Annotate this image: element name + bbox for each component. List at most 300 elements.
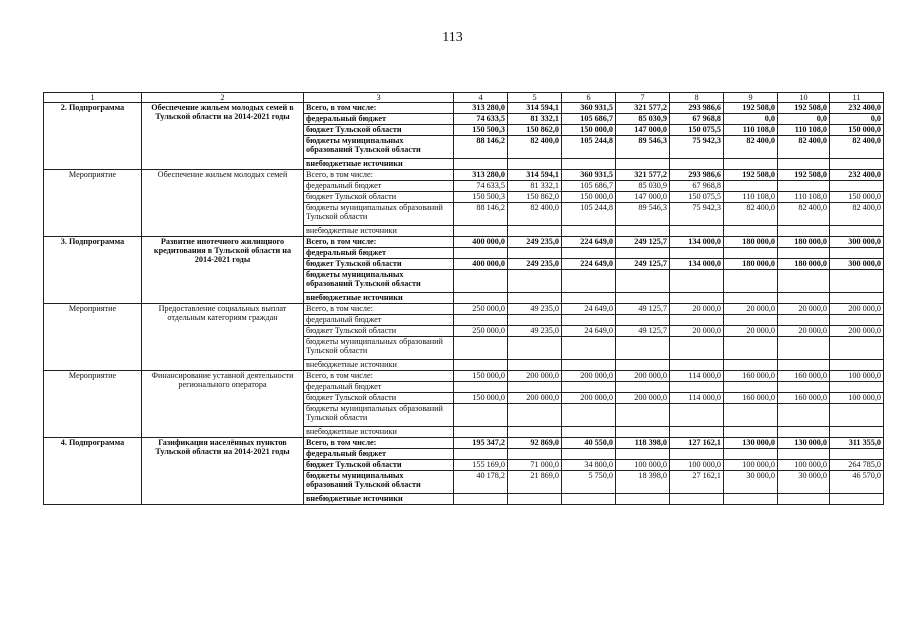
amount-cell bbox=[616, 293, 670, 304]
amount-cell: 160 000,0 bbox=[778, 371, 830, 382]
table-row bbox=[44, 371, 884, 382]
amount-cell bbox=[830, 427, 884, 438]
amount-cell: 150 075,5 bbox=[670, 125, 724, 136]
funding-source: внебюджетные источники bbox=[304, 360, 454, 371]
amount-cell: 24 649,0 bbox=[562, 326, 616, 337]
amount-cell bbox=[670, 360, 724, 371]
amount-cell bbox=[670, 315, 724, 326]
amount-cell: 92 869,0 bbox=[508, 438, 562, 449]
amount-cell: 264 785,0 bbox=[830, 460, 884, 471]
amount-cell: 75 942,3 bbox=[670, 136, 724, 159]
amount-cell: 150 000,0 bbox=[562, 125, 616, 136]
funding-source: федеральный бюджет bbox=[304, 382, 454, 393]
column-number: 11 bbox=[830, 93, 884, 103]
funding-source: бюджет Тульской области bbox=[304, 326, 454, 337]
amount-cell: 224 649,0 bbox=[562, 259, 616, 270]
amount-cell: 150 000,0 bbox=[562, 192, 616, 203]
amount-cell: 250 000,0 bbox=[454, 304, 508, 315]
amount-cell: 67 968,8 bbox=[670, 114, 724, 125]
amount-cell: 180 000,0 bbox=[778, 259, 830, 270]
amount-cell bbox=[724, 248, 778, 259]
amount-cell: 18 398,0 bbox=[616, 471, 670, 494]
table-row bbox=[44, 304, 884, 315]
amount-cell bbox=[508, 248, 562, 259]
amount-cell: 195 347,2 bbox=[454, 438, 508, 449]
amount-cell: 114 000,0 bbox=[670, 371, 724, 382]
column-number: 5 bbox=[508, 93, 562, 103]
amount-cell bbox=[616, 270, 670, 293]
amount-cell: 100 000,0 bbox=[616, 460, 670, 471]
amount-cell bbox=[670, 270, 724, 293]
amount-cell: 130 000,0 bbox=[778, 438, 830, 449]
amount-cell bbox=[508, 293, 562, 304]
funding-source: Всего, в том числе: bbox=[304, 103, 454, 114]
amount-cell bbox=[670, 404, 724, 427]
amount-cell bbox=[508, 427, 562, 438]
amount-cell: 74 633,5 bbox=[454, 114, 508, 125]
amount-cell: 249 235,0 bbox=[508, 237, 562, 248]
funding-source: федеральный бюджет bbox=[304, 181, 454, 192]
amount-cell: 105 686,7 bbox=[562, 114, 616, 125]
amount-cell: 0,0 bbox=[830, 114, 884, 125]
amount-cell: 20 000,0 bbox=[778, 304, 830, 315]
amount-cell bbox=[670, 449, 724, 460]
amount-cell: 360 931,5 bbox=[562, 103, 616, 114]
amount-cell: 250 000,0 bbox=[454, 326, 508, 337]
funding-source: бюджеты муниципальных образований Тульской области bbox=[304, 270, 454, 293]
amount-cell: 150 862,0 bbox=[508, 192, 562, 203]
amount-cell bbox=[724, 382, 778, 393]
funding-source: бюджеты муниципальных образований Тульской области bbox=[304, 337, 454, 360]
amount-cell: 20 000,0 bbox=[724, 304, 778, 315]
amount-cell: 20 000,0 bbox=[724, 326, 778, 337]
amount-cell bbox=[830, 360, 884, 371]
amount-cell bbox=[670, 159, 724, 170]
column-number: 6 bbox=[562, 93, 616, 103]
amount-cell: 100 000,0 bbox=[830, 371, 884, 382]
funding-source: внебюджетные источники bbox=[304, 293, 454, 304]
amount-cell: 192 508,0 bbox=[724, 170, 778, 181]
amount-cell bbox=[562, 494, 616, 505]
amount-cell: 110 108,0 bbox=[724, 192, 778, 203]
amount-cell bbox=[562, 226, 616, 237]
amount-cell bbox=[508, 226, 562, 237]
amount-cell: 46 570,0 bbox=[830, 471, 884, 494]
amount-cell: 160 000,0 bbox=[778, 393, 830, 404]
amount-cell: 150 500,3 bbox=[454, 192, 508, 203]
amount-cell bbox=[616, 382, 670, 393]
amount-cell bbox=[830, 494, 884, 505]
amount-cell: 100 000,0 bbox=[830, 393, 884, 404]
amount-cell bbox=[724, 159, 778, 170]
amount-cell: 100 000,0 bbox=[778, 460, 830, 471]
amount-cell: 321 577,2 bbox=[616, 170, 670, 181]
amount-cell: 232 400,0 bbox=[830, 103, 884, 114]
amount-cell bbox=[616, 449, 670, 460]
program-type: 2. Подпрограмма bbox=[44, 103, 142, 170]
amount-cell bbox=[670, 293, 724, 304]
amount-cell: 24 649,0 bbox=[562, 304, 616, 315]
amount-cell bbox=[454, 226, 508, 237]
amount-cell bbox=[724, 293, 778, 304]
amount-cell bbox=[724, 404, 778, 427]
amount-cell: 40 550,0 bbox=[562, 438, 616, 449]
amount-cell bbox=[508, 159, 562, 170]
amount-cell bbox=[778, 449, 830, 460]
amount-cell bbox=[616, 226, 670, 237]
amount-cell bbox=[508, 337, 562, 360]
column-number: 3 bbox=[304, 93, 454, 103]
funding-source: бюджеты муниципальных образований Тульской области bbox=[304, 404, 454, 427]
amount-cell bbox=[830, 337, 884, 360]
amount-cell bbox=[670, 382, 724, 393]
amount-cell: 110 108,0 bbox=[778, 192, 830, 203]
program-name: Обеспечение жильем молодых семей bbox=[142, 170, 304, 237]
amount-cell bbox=[454, 159, 508, 170]
amount-cell bbox=[562, 404, 616, 427]
funding-source: Всего, в том числе: bbox=[304, 304, 454, 315]
amount-cell: 150 000,0 bbox=[830, 192, 884, 203]
amount-cell: 105 244,8 bbox=[562, 136, 616, 159]
amount-cell bbox=[454, 293, 508, 304]
amount-cell: 200 000,0 bbox=[562, 393, 616, 404]
amount-cell: 180 000,0 bbox=[724, 259, 778, 270]
funding-source: бюджет Тульской области bbox=[304, 259, 454, 270]
amount-cell: 89 546,3 bbox=[616, 136, 670, 159]
amount-cell: 105 686,7 bbox=[562, 181, 616, 192]
amount-cell bbox=[616, 248, 670, 259]
table-row bbox=[44, 237, 884, 248]
amount-cell bbox=[778, 494, 830, 505]
amount-cell bbox=[454, 315, 508, 326]
amount-cell bbox=[508, 315, 562, 326]
amount-cell: 314 594,1 bbox=[508, 103, 562, 114]
amount-cell bbox=[562, 248, 616, 259]
amount-cell: 400 000,0 bbox=[454, 259, 508, 270]
amount-cell bbox=[454, 449, 508, 460]
amount-cell: 192 508,0 bbox=[778, 170, 830, 181]
amount-cell bbox=[508, 449, 562, 460]
amount-cell bbox=[562, 293, 616, 304]
amount-cell: 82 400,0 bbox=[778, 136, 830, 159]
amount-cell: 147 000,0 bbox=[616, 192, 670, 203]
amount-cell: 5 750,0 bbox=[562, 471, 616, 494]
amount-cell: 127 162,1 bbox=[670, 438, 724, 449]
amount-cell bbox=[562, 360, 616, 371]
amount-cell: 232 400,0 bbox=[830, 170, 884, 181]
amount-cell: 40 178,2 bbox=[454, 471, 508, 494]
amount-cell bbox=[616, 315, 670, 326]
amount-cell: 89 546,3 bbox=[616, 203, 670, 226]
amount-cell bbox=[830, 404, 884, 427]
amount-cell bbox=[778, 360, 830, 371]
amount-cell: 82 400,0 bbox=[830, 136, 884, 159]
amount-cell bbox=[724, 226, 778, 237]
amount-cell bbox=[670, 337, 724, 360]
amount-cell: 49 125,7 bbox=[616, 304, 670, 315]
amount-cell: 20 000,0 bbox=[670, 304, 724, 315]
amount-cell bbox=[454, 248, 508, 259]
funding-source: внебюджетные источники bbox=[304, 427, 454, 438]
amount-cell: 134 000,0 bbox=[670, 237, 724, 248]
amount-cell: 192 508,0 bbox=[778, 103, 830, 114]
amount-cell: 311 355,0 bbox=[830, 438, 884, 449]
amount-cell: 150 500,3 bbox=[454, 125, 508, 136]
funding-source: бюджет Тульской области bbox=[304, 460, 454, 471]
funding-source: внебюджетные источники bbox=[304, 159, 454, 170]
amount-cell bbox=[778, 270, 830, 293]
amount-cell: 249 235,0 bbox=[508, 259, 562, 270]
amount-cell: 82 400,0 bbox=[724, 203, 778, 226]
amount-cell bbox=[562, 427, 616, 438]
amount-cell: 0,0 bbox=[778, 114, 830, 125]
amount-cell: 82 400,0 bbox=[724, 136, 778, 159]
amount-cell bbox=[724, 337, 778, 360]
amount-cell: 34 800,0 bbox=[562, 460, 616, 471]
program-type: Мероприятие bbox=[44, 304, 142, 371]
amount-cell: 81 332,1 bbox=[508, 114, 562, 125]
amount-cell: 200 000,0 bbox=[830, 326, 884, 337]
program-name: Предоставление социальных выплат отдельным категориям граждан bbox=[142, 304, 304, 371]
amount-cell bbox=[830, 315, 884, 326]
amount-cell bbox=[616, 159, 670, 170]
amount-cell: 224 649,0 bbox=[562, 237, 616, 248]
table-row bbox=[44, 438, 884, 449]
funding-source: Всего, в том числе: bbox=[304, 170, 454, 181]
funding-source: федеральный бюджет bbox=[304, 449, 454, 460]
funding-source: бюджет Тульской области bbox=[304, 125, 454, 136]
amount-cell bbox=[778, 293, 830, 304]
amount-cell bbox=[508, 404, 562, 427]
amount-cell: 249 125,7 bbox=[616, 259, 670, 270]
amount-cell: 81 332,1 bbox=[508, 181, 562, 192]
amount-cell: 30 000,0 bbox=[778, 471, 830, 494]
amount-cell bbox=[616, 360, 670, 371]
funding-source: федеральный бюджет bbox=[304, 114, 454, 125]
amount-cell bbox=[562, 449, 616, 460]
amount-cell: 180 000,0 bbox=[724, 237, 778, 248]
program-type: Мероприятие bbox=[44, 170, 142, 237]
amount-cell bbox=[454, 404, 508, 427]
funding-source: бюджеты муниципальных образований Тульской области bbox=[304, 136, 454, 159]
funding-source: бюджеты муниципальных образований Тульской области bbox=[304, 203, 454, 226]
amount-cell: 313 280,0 bbox=[454, 170, 508, 181]
amount-cell bbox=[724, 270, 778, 293]
amount-cell: 82 400,0 bbox=[508, 136, 562, 159]
amount-cell bbox=[830, 293, 884, 304]
amount-cell: 200 000,0 bbox=[830, 304, 884, 315]
program-name: Обеспечение жильем молодых семей в Тульской области на 2014-2021 годы bbox=[142, 103, 304, 170]
amount-cell: 110 108,0 bbox=[724, 125, 778, 136]
amount-cell: 20 000,0 bbox=[778, 326, 830, 337]
amount-cell: 200 000,0 bbox=[508, 393, 562, 404]
amount-cell bbox=[778, 181, 830, 192]
column-number: 7 bbox=[616, 93, 670, 103]
amount-cell bbox=[830, 449, 884, 460]
amount-cell bbox=[454, 270, 508, 293]
amount-cell: 75 942,3 bbox=[670, 203, 724, 226]
table-row bbox=[44, 103, 884, 114]
amount-cell: 200 000,0 bbox=[616, 371, 670, 382]
amount-cell bbox=[830, 248, 884, 259]
amount-cell: 300 000,0 bbox=[830, 259, 884, 270]
amount-cell: 0,0 bbox=[724, 114, 778, 125]
program-name: Финансирование уставной деятельности регионального оператора bbox=[142, 371, 304, 438]
amount-cell: 85 030,9 bbox=[616, 114, 670, 125]
amount-cell: 100 000,0 bbox=[724, 460, 778, 471]
amount-cell bbox=[778, 427, 830, 438]
amount-cell bbox=[830, 159, 884, 170]
amount-cell bbox=[830, 270, 884, 293]
amount-cell: 49 125,7 bbox=[616, 326, 670, 337]
amount-cell: 85 030,9 bbox=[616, 181, 670, 192]
amount-cell bbox=[724, 315, 778, 326]
table-row bbox=[44, 170, 884, 181]
funding-source: Всего, в том числе: bbox=[304, 438, 454, 449]
amount-cell: 321 577,2 bbox=[616, 103, 670, 114]
amount-cell: 130 000,0 bbox=[724, 438, 778, 449]
amount-cell bbox=[778, 226, 830, 237]
column-number: 1 bbox=[44, 93, 142, 103]
amount-cell bbox=[562, 315, 616, 326]
amount-cell: 200 000,0 bbox=[616, 393, 670, 404]
funding-source: бюджеты муниципальных образований Тульской области bbox=[304, 471, 454, 494]
funding-source: внебюджетные источники bbox=[304, 226, 454, 237]
amount-cell bbox=[454, 427, 508, 438]
amount-cell bbox=[508, 494, 562, 505]
amount-cell bbox=[778, 248, 830, 259]
column-number: 10 bbox=[778, 93, 830, 103]
funding-source: Всего, в том числе: bbox=[304, 237, 454, 248]
amount-cell: 82 400,0 bbox=[830, 203, 884, 226]
amount-cell: 88 146,2 bbox=[454, 203, 508, 226]
amount-cell: 110 108,0 bbox=[778, 125, 830, 136]
amount-cell bbox=[508, 382, 562, 393]
page-number: 113 bbox=[442, 30, 463, 45]
amount-cell bbox=[454, 360, 508, 371]
amount-cell: 100 000,0 bbox=[670, 460, 724, 471]
amount-cell bbox=[562, 270, 616, 293]
amount-cell: 360 931,5 bbox=[562, 170, 616, 181]
program-type: 4. Подпрограмма bbox=[44, 438, 142, 505]
amount-cell bbox=[616, 427, 670, 438]
amount-cell: 150 075,5 bbox=[670, 192, 724, 203]
amount-cell bbox=[670, 427, 724, 438]
funding-source: бюджет Тульской области bbox=[304, 393, 454, 404]
column-number: 8 bbox=[670, 93, 724, 103]
budget-table bbox=[43, 92, 884, 505]
amount-cell bbox=[778, 337, 830, 360]
amount-cell bbox=[778, 315, 830, 326]
amount-cell: 30 000,0 bbox=[724, 471, 778, 494]
amount-cell bbox=[778, 159, 830, 170]
amount-cell: 160 000,0 bbox=[724, 393, 778, 404]
header-row bbox=[44, 93, 884, 103]
amount-cell: 20 000,0 bbox=[670, 326, 724, 337]
amount-cell: 105 244,8 bbox=[562, 203, 616, 226]
amount-cell bbox=[670, 494, 724, 505]
program-name: Развитие ипотечного жилищного кредитования в Тульской области на 2014-2021 годы bbox=[142, 237, 304, 304]
amount-cell: 293 986,6 bbox=[670, 170, 724, 181]
amount-cell bbox=[778, 404, 830, 427]
amount-cell: 293 986,6 bbox=[670, 103, 724, 114]
amount-cell: 134 000,0 bbox=[670, 259, 724, 270]
amount-cell: 27 162,1 bbox=[670, 471, 724, 494]
amount-cell: 200 000,0 bbox=[508, 371, 562, 382]
funding-source: федеральный бюджет bbox=[304, 315, 454, 326]
amount-cell bbox=[454, 337, 508, 360]
column-number: 4 bbox=[454, 93, 508, 103]
amount-cell: 300 000,0 bbox=[830, 237, 884, 248]
funding-source: федеральный бюджет bbox=[304, 248, 454, 259]
amount-cell bbox=[830, 226, 884, 237]
amount-cell: 67 968,8 bbox=[670, 181, 724, 192]
program-type: Мероприятие bbox=[44, 371, 142, 438]
amount-cell: 150 000,0 bbox=[454, 393, 508, 404]
amount-cell: 49 235,0 bbox=[508, 326, 562, 337]
amount-cell: 400 000,0 bbox=[454, 237, 508, 248]
column-number: 9 bbox=[724, 93, 778, 103]
amount-cell bbox=[724, 449, 778, 460]
program-name: Газификация населённых пунктов Тульской области на 2014-2021 годы bbox=[142, 438, 304, 505]
column-number: 2 bbox=[142, 93, 304, 103]
amount-cell bbox=[670, 226, 724, 237]
amount-cell: 49 235,0 bbox=[508, 304, 562, 315]
amount-cell: 118 398,0 bbox=[616, 438, 670, 449]
amount-cell bbox=[454, 382, 508, 393]
amount-cell bbox=[830, 181, 884, 192]
amount-cell: 150 000,0 bbox=[454, 371, 508, 382]
amount-cell bbox=[616, 404, 670, 427]
funding-source: бюджет Тульской области bbox=[304, 192, 454, 203]
amount-cell bbox=[562, 382, 616, 393]
amount-cell bbox=[616, 337, 670, 360]
amount-cell bbox=[454, 494, 508, 505]
amount-cell: 249 125,7 bbox=[616, 237, 670, 248]
amount-cell: 21 869,0 bbox=[508, 471, 562, 494]
amount-cell bbox=[508, 360, 562, 371]
amount-cell bbox=[724, 181, 778, 192]
amount-cell: 160 000,0 bbox=[724, 371, 778, 382]
amount-cell: 314 594,1 bbox=[508, 170, 562, 181]
amount-cell: 147 000,0 bbox=[616, 125, 670, 136]
amount-cell bbox=[724, 360, 778, 371]
amount-cell: 150 000,0 bbox=[830, 125, 884, 136]
amount-cell: 82 400,0 bbox=[778, 203, 830, 226]
funding-source: внебюджетные источники bbox=[304, 494, 454, 505]
amount-cell: 155 169,0 bbox=[454, 460, 508, 471]
amount-cell bbox=[562, 337, 616, 360]
amount-cell bbox=[562, 159, 616, 170]
amount-cell: 180 000,0 bbox=[778, 237, 830, 248]
amount-cell bbox=[508, 270, 562, 293]
amount-cell: 114 000,0 bbox=[670, 393, 724, 404]
amount-cell bbox=[778, 382, 830, 393]
funding-source: Всего, в том числе: bbox=[304, 371, 454, 382]
amount-cell: 200 000,0 bbox=[562, 371, 616, 382]
amount-cell bbox=[670, 248, 724, 259]
amount-cell bbox=[724, 427, 778, 438]
amount-cell: 71 000,0 bbox=[508, 460, 562, 471]
program-type: 3. Подпрограмма bbox=[44, 237, 142, 304]
amount-cell: 192 508,0 bbox=[724, 103, 778, 114]
amount-cell bbox=[616, 494, 670, 505]
amount-cell bbox=[830, 382, 884, 393]
amount-cell: 88 146,2 bbox=[454, 136, 508, 159]
amount-cell: 150 862,0 bbox=[508, 125, 562, 136]
amount-cell: 313 280,0 bbox=[454, 103, 508, 114]
amount-cell: 82 400,0 bbox=[508, 203, 562, 226]
